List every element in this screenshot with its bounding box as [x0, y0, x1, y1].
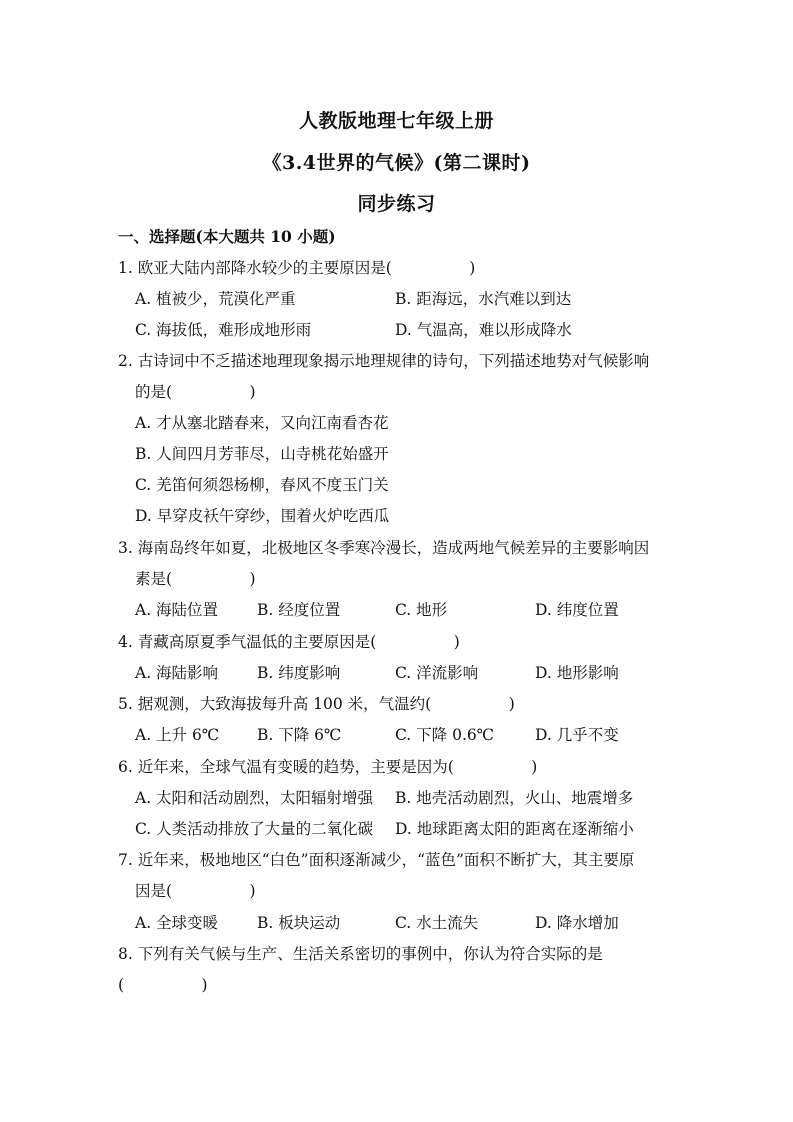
question-7-option-b: B. 板块运动 — [257, 914, 341, 932]
question-3-stem: 3. 海南岛终年如夏，北极地区冬季寒冷漫长，造成两地气候差异的主要影响因 — [118, 539, 650, 557]
question-4-stem: 4. 青藏高原夏季气温低的主要原因是( ) — [118, 633, 460, 651]
practice-title: 同步练习 — [357, 193, 436, 215]
question-2-stem: 2. 古诗词中不乏描述地理现象揭示地理规律的诗句，下列描述地势对气候影响 — [118, 352, 650, 370]
question-4-option-b: B. 纬度影响 — [257, 664, 341, 682]
document-title: 人教版地理七年级上册 — [298, 110, 494, 132]
question-2-option-c: C. 羌笛何须怨杨柳，春风不度玉门关 — [135, 476, 389, 494]
question-4-option-a: A. 海陆影响 — [135, 664, 219, 682]
question-1-option-d: D. 气温高，难以形成降水 — [395, 321, 572, 339]
question-3-option-c: C. 地形 — [395, 601, 448, 619]
question-7-option-d: D. 降水增加 — [535, 914, 619, 932]
question-5-option-a: A. 上升 6℃ — [135, 726, 220, 744]
section-heading: 一、选择题(本大题共 10 小题) — [118, 227, 336, 246]
question-6-option-c: C. 人类活动排放了大量的二氧化碳 — [135, 820, 374, 838]
question-6-option-a: A. 太阳和活动剧烈，太阳辐射增强 — [135, 789, 374, 807]
question-6-option-d: D. 地球距离太阳的距离在逐渐缩小 — [395, 820, 634, 838]
question-2-option-b: B. 人间四月芳菲尽，山寺桃花始盛开 — [135, 445, 389, 463]
question-3-option-a: A. 海陆位置 — [135, 601, 219, 619]
question-5-option-d: D. 几乎不变 — [535, 726, 619, 744]
question-4-option-c: C. 洋流影响 — [395, 664, 479, 682]
question-1-option-c: C. 海拔低，难形成地形雨 — [135, 321, 312, 339]
question-2-option-d: D. 早穿皮袄午穿纱，围着火炉吃西瓜 — [135, 507, 390, 525]
question-7-option-a: A. 全球变暖 — [135, 914, 219, 932]
question-5-stem: 5. 据观测，大致海拔每升高 100 米，气温约( ) — [118, 695, 515, 713]
question-3-option-b: B. 经度位置 — [257, 601, 341, 619]
question-7-stem-cont: 因是( ) — [135, 882, 256, 900]
question-6-option-b: B. 地壳活动剧烈，火山、地震增多 — [395, 789, 634, 807]
question-3-option-d: D. 纬度位置 — [535, 601, 619, 619]
question-1-stem: 1. 欧亚大陆内部降水较少的主要原因是( ) — [118, 259, 476, 277]
question-8-stem: 8. 下列有关气候与生产、生活关系密切的事例中，你认为符合实际的是 — [118, 945, 603, 963]
question-3-stem-cont: 素是( ) — [135, 570, 256, 588]
question-6-stem: 6. 近年来，全球气温有变暖的趋势，主要是因为( ) — [118, 758, 538, 776]
question-7-option-c: C. 水土流失 — [395, 914, 479, 932]
question-7-stem: 7. 近年来，极地地区“白色”面积逐渐减少，“蓝色”面积不断扩大，其主要原 — [118, 851, 635, 869]
question-1-option-a: A. 植被少，荒漠化严重 — [135, 290, 296, 308]
question-8-stem-cont: ( ) — [118, 976, 208, 994]
question-2-option-a: A. 才从塞北踏春来，又向江南看杏花 — [135, 414, 389, 432]
question-2-stem-cont: 的是( ) — [135, 383, 256, 401]
question-5-option-c: C. 下降 0.6℃ — [395, 726, 495, 744]
question-4-option-d: D. 地形影响 — [535, 664, 619, 682]
question-1-option-b: B. 距海远，水汽难以到达 — [395, 290, 572, 308]
question-5-option-b: B. 下降 6℃ — [257, 726, 342, 744]
lesson-title: 《3.4世界的气候》(第二课时) — [262, 152, 531, 174]
